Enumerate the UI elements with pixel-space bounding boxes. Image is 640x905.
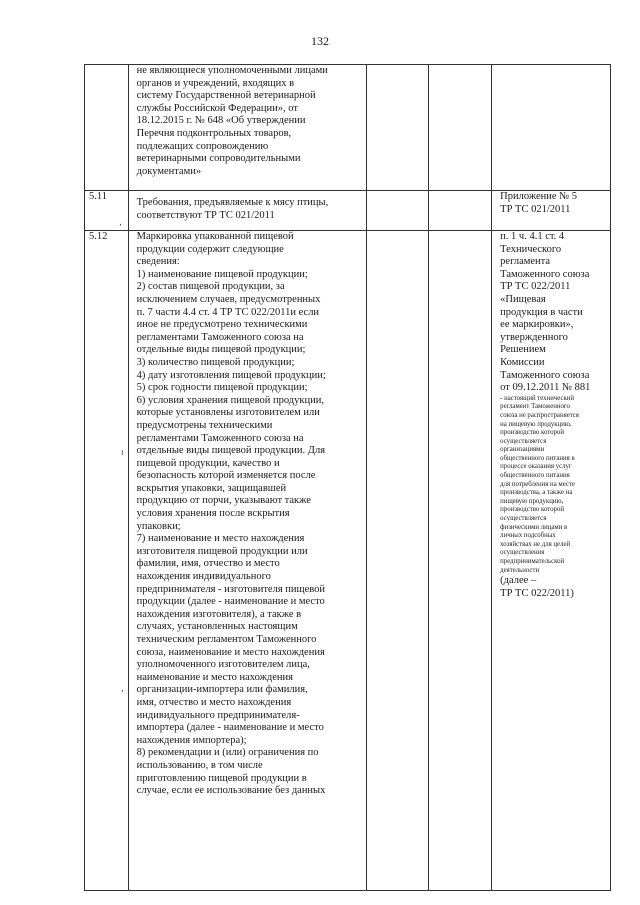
row-number-cell [85, 231, 129, 891]
reference-cell [492, 65, 611, 191]
row-number-cell [85, 65, 129, 191]
empty-cell [367, 191, 429, 231]
margin-mark: , [121, 684, 124, 694]
row-number: 5.12 [89, 231, 108, 242]
page-number: 132 [311, 34, 329, 48]
table-row [85, 191, 611, 231]
reference-cell [492, 191, 611, 231]
margin-mark: , [119, 218, 122, 228]
reference-text: п. 1 ч. 4.1 ст. 4 Технического регламента Таможенного союза ТР ТС 022/2011 «Пищевая продукция в части ее маркировки», утвержденного Решением Комиссии Таможенного союза от 09.12.2011 № 881 [500, 231, 591, 394]
requirement-text: Маркировка упакованной пищевой продукции содержит следующие сведения: 1) наименование пищевой продукции; 2) состав пищевой продукции, за исключением случаев, предусмотренных п. 7 части 4.4 ст. 4 ТР ТС 022/2011и если иное не предусмотрено техническими регламентами Таможенного союза на отдельные виды пищевой продукции; 3) количество пищевой продукции; 4) дату изготовления пищевой продукции; 5) срок годности пищевой продукции; 6) условия хранения пищевой продукции, которые установлены изготовителем или предусмотрены техническими регламентами Таможенного союза на отдельные виды пищевой продукции. Для пищевой продукции, качество и безопасность которой изменяется после вскрытия упаковки, защищавшей продукцию от порчи, указывают также условия хранения после вскрытия упаковки; 7) наименование и место нахождения изготовителя пищевой продукции или фамилия, имя, отчество и место нахождения индивидуального предпринимателя - изготовителя пищевой продукции (далее - наименование и место нахождения изготовителя), а также в случаях, установленных настоящим техническим регламентом Таможенного союза, наименование и место нахождения уполномоченного изготовителем лица, наименование и место нахождения организации-импортера или фамилия, имя, отчество и место нахождения индивидуального предпринимателя- импортера (далее - наименование и место нахождения импортера); 8) рекомендации и (или) ограничения по использованию, в том числе приготовлению пищевой продукции в случае, если ее использование без данных [136, 231, 326, 797]
requirement-cell [128, 231, 367, 891]
reference-footnote-text: - настоящий технический регламент Таможенного союза не распространяется на пищевую продукцию, производство которой осуществляется организациями общественного питания в процессе оказания услуг общественного питания для потребления на месте производства, а также на пищевую продукцию, производство которой осуществляется физическими лицами в личных подсобных хозяйствах не для целей осуществления предпринимательской деятельности [500, 394, 579, 574]
requirement-text: Требования, предъявляемые к мясу птицы, соответствуют ТР ТС 021/2011 [136, 197, 329, 221]
empty-cell [429, 231, 492, 891]
empty-cell [367, 231, 429, 891]
reference-abbreviation-text: (далее – ТР ТС 022/2011) [500, 575, 574, 599]
empty-cell [367, 65, 429, 191]
requirement-cell [128, 191, 367, 231]
reference-cell [492, 231, 611, 891]
requirement-cell [128, 65, 367, 191]
reference-text: Приложение № 5 ТР ТС 021/2011 [500, 191, 578, 215]
table-row [85, 231, 611, 891]
requirements-table [84, 64, 611, 891]
empty-cell [429, 65, 492, 191]
empty-cell [429, 191, 492, 231]
requirement-text: не являющиеся уполномоченными лицами органов и учреждений, входящих в систему Государственной ветеринарной службы Российской Федерации», от 18.12.2015 г. № 648 «Об утверждении Перечня подконтрольных товаров, подлежащих сопровождению ветеринарными сопроводительными документами» [136, 65, 328, 177]
margin-mark: ı [121, 448, 124, 458]
table-row [85, 65, 611, 191]
row-number: 5.11 [89, 191, 107, 202]
